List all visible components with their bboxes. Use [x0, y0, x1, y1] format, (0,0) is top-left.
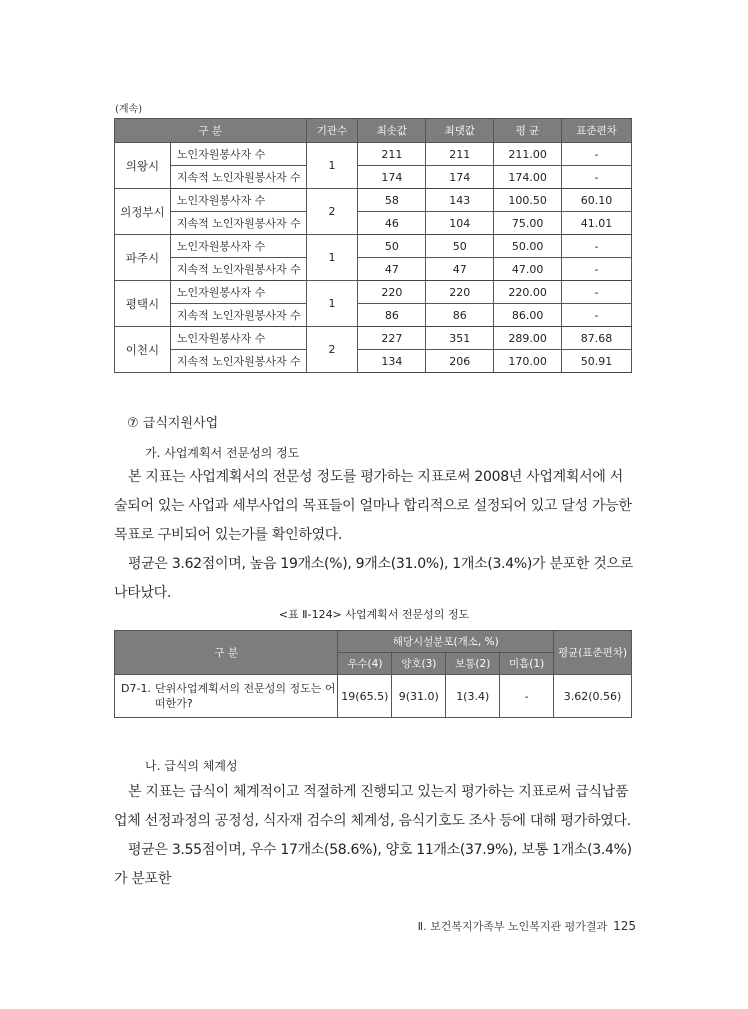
mean-value: 170.00 — [494, 350, 562, 373]
mean-value: 50.00 — [494, 235, 562, 258]
indicator-label: 노인자원봉사자 수 — [170, 143, 306, 166]
mean-value: 100.50 — [494, 189, 562, 212]
table-row — [115, 675, 632, 718]
table-row — [115, 143, 632, 166]
header-sd: 표준편차 — [562, 119, 632, 143]
header-poor: 미흡(1) — [500, 653, 554, 675]
indicator-label: 지속적 노인자원봉사자 수 — [170, 212, 306, 235]
mean-value: 289.00 — [494, 327, 562, 350]
institution-count: 1 — [306, 235, 358, 281]
max-value: 143 — [426, 189, 494, 212]
table-row — [115, 327, 632, 350]
sd-value: - — [562, 281, 632, 304]
institution-count: 2 — [306, 189, 358, 235]
value-excellent: 19(65.5) — [338, 675, 392, 718]
subsection-title-a: 가. 사업계획서 전문성의 정도 — [145, 446, 300, 460]
indicator-label: 노인자원봉사자 수 — [170, 327, 306, 350]
item-text: 단위사업계획서의 전문성의 정도는 어떠한가? — [154, 682, 336, 710]
sd-value: - — [562, 235, 632, 258]
region-cell: 이천시 — [115, 327, 171, 373]
header-category: 구 분 — [115, 631, 338, 675]
subsection-title-b: 나. 급식의 체계성 — [145, 759, 238, 773]
sd-value: - — [562, 304, 632, 327]
expertise-table — [114, 630, 632, 718]
paragraph-b — [114, 778, 636, 894]
sd-value: - — [562, 258, 632, 281]
min-value: 211 — [358, 143, 426, 166]
item-cell — [115, 675, 338, 718]
mean-value: 174.00 — [494, 166, 562, 189]
section-title: ⑦ 급식지원사업 — [127, 416, 219, 431]
volunteer-stats-table — [114, 118, 632, 373]
sd-value: - — [562, 143, 632, 166]
sd-value: - — [562, 166, 632, 189]
paragraph-b-line-2: 평균은 3.55점이며, 우수 17개소(58.6%), 양호 11개소(37.9%), 보통 1개소(3.4%)가 분포한 — [114, 842, 632, 887]
header-good: 양호(3) — [392, 653, 446, 675]
institution-count: 2 — [306, 327, 358, 373]
max-value: 50 — [426, 235, 494, 258]
min-value: 174 — [358, 166, 426, 189]
indicator-label: 노인자원봉사자 수 — [170, 189, 306, 212]
header-count: 기관수 — [306, 119, 358, 143]
indicator-label: 노인자원봉사자 수 — [170, 235, 306, 258]
mean-value: 211.00 — [494, 143, 562, 166]
paragraph-a-line-2: 평균은 3.62점이며, 높음 19개소(%), 9개소(31.0%), 1개소(3.4%)가 분포한 것으로 나타났다. — [114, 556, 633, 601]
header-mean: 평 균 — [494, 119, 562, 143]
header-distribution: 해당시설분포(개소, %) — [338, 631, 554, 653]
mean-value: 86.00 — [494, 304, 562, 327]
value-good: 9(31.0) — [392, 675, 446, 718]
sd-value: 60.10 — [562, 189, 632, 212]
table-row — [115, 166, 632, 189]
mean-value: 47.00 — [494, 258, 562, 281]
value-mean: 3.62(0.56) — [554, 675, 632, 718]
max-value: 174 — [426, 166, 494, 189]
max-value: 220 — [426, 281, 494, 304]
item-code: D7-1. — [121, 682, 151, 695]
min-value: 47 — [358, 258, 426, 281]
continued-label: (계속) — [115, 104, 143, 115]
table-header-row — [115, 631, 632, 653]
table-row — [115, 212, 632, 235]
value-average: 1(3.4) — [446, 675, 500, 718]
max-value: 211 — [426, 143, 494, 166]
paragraph-a — [114, 463, 636, 608]
table-header-row — [115, 119, 632, 143]
region-cell: 의정부시 — [115, 189, 171, 235]
max-value: 86 — [426, 304, 494, 327]
indicator-label: 노인자원봉사자 수 — [170, 281, 306, 304]
max-value: 351 — [426, 327, 494, 350]
table-row — [115, 350, 632, 373]
min-value: 86 — [358, 304, 426, 327]
min-value: 134 — [358, 350, 426, 373]
table-row — [115, 189, 632, 212]
mean-value: 75.00 — [494, 212, 562, 235]
region-cell: 평택시 — [115, 281, 171, 327]
indicator-label: 지속적 노인자원봉사자 수 — [170, 166, 306, 189]
sd-value: 41.01 — [562, 212, 632, 235]
page-footer — [418, 918, 636, 934]
min-value: 50 — [358, 235, 426, 258]
max-value: 104 — [426, 212, 494, 235]
min-value: 220 — [358, 281, 426, 304]
header-max: 최댓값 — [426, 119, 494, 143]
value-poor: - — [500, 675, 554, 718]
min-value: 58 — [358, 189, 426, 212]
indicator-label: 지속적 노인자원봉사자 수 — [170, 350, 306, 373]
min-value: 46 — [358, 212, 426, 235]
paragraph-a-line-1: 본 지표는 사업계획서의 전문성 정도를 평가하는 지표로써 2008년 사업계획서에 서술되어 있는 사업과 세부사업의 목표들이 얼마나 합리적으로 설정되어 있고 달성 가능한 목표로 구비되어 있는가를 확인하였다. — [114, 469, 632, 543]
header-min: 최솟값 — [358, 119, 426, 143]
table-row — [115, 235, 632, 258]
header-mean-sd: 평균(표준편차) — [554, 631, 632, 675]
max-value: 47 — [426, 258, 494, 281]
region-cell: 파주시 — [115, 235, 171, 281]
indicator-label: 지속적 노인자원봉사자 수 — [170, 304, 306, 327]
institution-count: 1 — [306, 143, 358, 189]
table-row — [115, 304, 632, 327]
table-caption: <표 Ⅱ-124> 사업계획서 전문성의 정도 — [278, 608, 470, 621]
header-category: 구 분 — [115, 119, 307, 143]
region-cell: 의왕시 — [115, 143, 171, 189]
paragraph-b-line-1: 본 지표는 급식이 체계적이고 적절하게 진행되고 있는지 평가하는 지표로써 급식납품업체 선정과정의 공정성, 식자재 검수의 체계성, 음식기호도 조사 등에 대해 평가하였다. — [114, 784, 631, 829]
sd-value: 87.68 — [562, 327, 632, 350]
min-value: 227 — [358, 327, 426, 350]
header-excellent: 우수(4) — [338, 653, 392, 675]
max-value: 206 — [426, 350, 494, 373]
institution-count: 1 — [306, 281, 358, 327]
indicator-label: 지속적 노인자원봉사자 수 — [170, 258, 306, 281]
footer-text: Ⅱ. 보건복지가족부 노인복지관 평가결과 — [417, 920, 608, 933]
page-number: 125 — [613, 919, 636, 933]
header-average: 보통(2) — [446, 653, 500, 675]
table-row — [115, 281, 632, 304]
table-row — [115, 258, 632, 281]
sd-value: 50.91 — [562, 350, 632, 373]
mean-value: 220.00 — [494, 281, 562, 304]
